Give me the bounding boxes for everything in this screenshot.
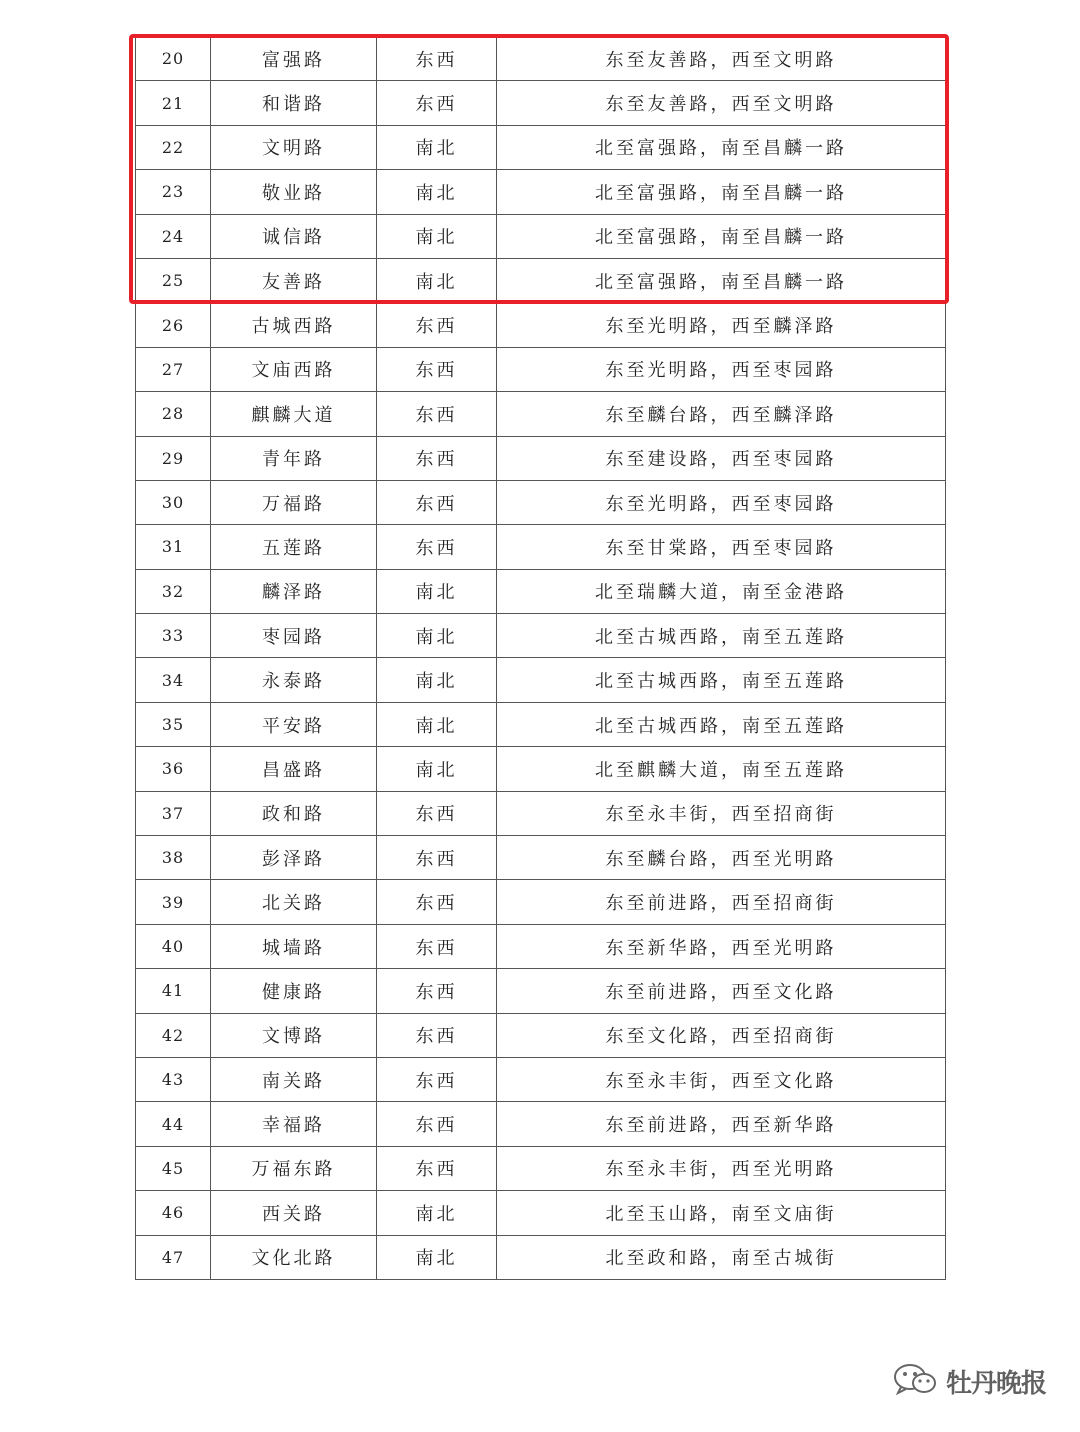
road-direction: 东西 [377, 1057, 497, 1101]
road-direction: 东西 [377, 1146, 497, 1190]
table-row [136, 1235, 946, 1279]
road-direction: 东西 [377, 924, 497, 968]
road-direction: 东西 [377, 303, 497, 347]
road-direction: 南北 [377, 702, 497, 746]
road-range: 东至前进路，西至新华路 [497, 1102, 946, 1146]
row-number: 28 [136, 392, 211, 436]
table-row [136, 1146, 946, 1190]
row-number: 36 [136, 747, 211, 791]
road-direction: 南北 [377, 569, 497, 613]
table-row [136, 1057, 946, 1101]
road-name: 永泰路 [211, 658, 377, 702]
road-direction: 东西 [377, 1013, 497, 1057]
road-name: 麟泽路 [211, 569, 377, 613]
road-direction: 东西 [377, 880, 497, 924]
row-number: 32 [136, 569, 211, 613]
road-range: 东至友善路，西至文明路 [497, 37, 946, 81]
road-name: 诚信路 [211, 214, 377, 258]
road-name: 幸福路 [211, 1102, 377, 1146]
road-range: 东至建设路，西至枣园路 [497, 436, 946, 480]
road-direction: 东西 [377, 1102, 497, 1146]
road-name: 麒麟大道 [211, 392, 377, 436]
road-range: 东至永丰街，西至文化路 [497, 1057, 946, 1101]
road-name: 文博路 [211, 1013, 377, 1057]
road-name: 政和路 [211, 791, 377, 835]
table-row [136, 614, 946, 658]
road-direction: 东西 [377, 81, 497, 125]
row-number: 27 [136, 347, 211, 391]
row-number: 21 [136, 81, 211, 125]
road-table [135, 36, 946, 1280]
road-name: 文化北路 [211, 1235, 377, 1279]
watermark [892, 1362, 1046, 1400]
road-range: 东至麟台路，西至光明路 [497, 836, 946, 880]
table-row [136, 1191, 946, 1235]
table-row [136, 480, 946, 524]
table-row [136, 347, 946, 391]
row-number: 24 [136, 214, 211, 258]
row-number: 40 [136, 924, 211, 968]
road-table-body [136, 37, 946, 1280]
row-number: 29 [136, 436, 211, 480]
road-range: 东至光明路，西至枣园路 [497, 347, 946, 391]
row-number: 41 [136, 969, 211, 1013]
row-number: 38 [136, 836, 211, 880]
table-row [136, 569, 946, 613]
row-number: 39 [136, 880, 211, 924]
wechat-icon [892, 1362, 938, 1400]
road-range: 东至前进路，西至文化路 [497, 969, 946, 1013]
road-range: 北至瑞麟大道，南至金港路 [497, 569, 946, 613]
road-name: 敬业路 [211, 170, 377, 214]
road-range: 北至古城西路，南至五莲路 [497, 658, 946, 702]
table-row [136, 170, 946, 214]
table-row [136, 880, 946, 924]
table-row [136, 747, 946, 791]
row-number: 43 [136, 1057, 211, 1101]
table-row [136, 258, 946, 302]
road-direction: 南北 [377, 1235, 497, 1279]
road-name: 万福路 [211, 480, 377, 524]
table-row [136, 436, 946, 480]
table-row [136, 836, 946, 880]
road-direction: 南北 [377, 214, 497, 258]
road-direction: 东西 [377, 791, 497, 835]
road-direction: 东西 [377, 37, 497, 81]
row-number: 20 [136, 37, 211, 81]
road-name: 五莲路 [211, 525, 377, 569]
row-number: 42 [136, 1013, 211, 1057]
row-number: 34 [136, 658, 211, 702]
road-direction: 南北 [377, 170, 497, 214]
row-number: 44 [136, 1102, 211, 1146]
road-name: 友善路 [211, 258, 377, 302]
road-name: 青年路 [211, 436, 377, 480]
road-range: 北至富强路，南至昌麟一路 [497, 214, 946, 258]
road-range: 北至古城西路，南至五莲路 [497, 702, 946, 746]
watermark-text: 牡丹晚报 [945, 1368, 1046, 1399]
table-row [136, 658, 946, 702]
road-name: 西关路 [211, 1191, 377, 1235]
row-number: 25 [136, 258, 211, 302]
road-direction: 东西 [377, 392, 497, 436]
road-name: 健康路 [211, 969, 377, 1013]
row-number: 35 [136, 702, 211, 746]
road-range: 北至玉山路，南至文庙街 [497, 1191, 946, 1235]
table-row [136, 214, 946, 258]
row-number: 23 [136, 170, 211, 214]
table-row [136, 525, 946, 569]
road-range: 东至新华路，西至光明路 [497, 924, 946, 968]
road-name: 南关路 [211, 1057, 377, 1101]
table-row [136, 1013, 946, 1057]
road-range: 东至光明路，西至枣园路 [497, 480, 946, 524]
table-row [136, 37, 946, 81]
row-number: 30 [136, 480, 211, 524]
row-number: 46 [136, 1191, 211, 1235]
road-direction: 南北 [377, 747, 497, 791]
table-row [136, 969, 946, 1013]
road-name: 万福东路 [211, 1146, 377, 1190]
road-direction: 东西 [377, 836, 497, 880]
road-range: 北至富强路，南至昌麟一路 [497, 170, 946, 214]
row-number: 31 [136, 525, 211, 569]
road-name: 和谐路 [211, 81, 377, 125]
table-row [136, 392, 946, 436]
road-name: 古城西路 [211, 303, 377, 347]
road-name: 文庙西路 [211, 347, 377, 391]
road-direction: 东西 [377, 969, 497, 1013]
road-name: 昌盛路 [211, 747, 377, 791]
road-range: 东至光明路，西至麟泽路 [497, 303, 946, 347]
table-row [136, 1102, 946, 1146]
road-name: 枣园路 [211, 614, 377, 658]
road-name: 城墙路 [211, 924, 377, 968]
road-range: 北至麒麟大道，南至五莲路 [497, 747, 946, 791]
road-direction: 东西 [377, 480, 497, 524]
table-row [136, 303, 946, 347]
table-row [136, 702, 946, 746]
road-direction: 东西 [377, 525, 497, 569]
road-range: 东至文化路，西至招商街 [497, 1013, 946, 1057]
row-number: 47 [136, 1235, 211, 1279]
road-name: 彭泽路 [211, 836, 377, 880]
road-direction: 东西 [377, 347, 497, 391]
road-range: 东至永丰街，西至光明路 [497, 1146, 946, 1190]
road-range: 北至富强路，南至昌麟一路 [497, 125, 946, 169]
road-direction: 南北 [377, 125, 497, 169]
road-name: 北关路 [211, 880, 377, 924]
row-number: 45 [136, 1146, 211, 1190]
road-direction: 南北 [377, 1191, 497, 1235]
table-row [136, 81, 946, 125]
table-row [136, 924, 946, 968]
row-number: 26 [136, 303, 211, 347]
row-number: 37 [136, 791, 211, 835]
road-range: 北至政和路，南至古城街 [497, 1235, 946, 1279]
table-row [136, 791, 946, 835]
road-range: 东至甘棠路，西至枣园路 [497, 525, 946, 569]
road-name: 富强路 [211, 37, 377, 81]
road-direction: 南北 [377, 258, 497, 302]
road-range: 东至永丰街，西至招商街 [497, 791, 946, 835]
row-number: 22 [136, 125, 211, 169]
road-name: 文明路 [211, 125, 377, 169]
table-row [136, 125, 946, 169]
road-direction: 南北 [377, 614, 497, 658]
road-name: 平安路 [211, 702, 377, 746]
road-range: 北至古城西路，南至五莲路 [497, 614, 946, 658]
road-direction: 南北 [377, 658, 497, 702]
road-range: 东至麟台路，西至麟泽路 [497, 392, 946, 436]
road-direction: 东西 [377, 436, 497, 480]
road-range: 北至富强路，南至昌麟一路 [497, 258, 946, 302]
road-range: 东至友善路，西至文明路 [497, 81, 946, 125]
row-number: 33 [136, 614, 211, 658]
road-range: 东至前进路，西至招商街 [497, 880, 946, 924]
